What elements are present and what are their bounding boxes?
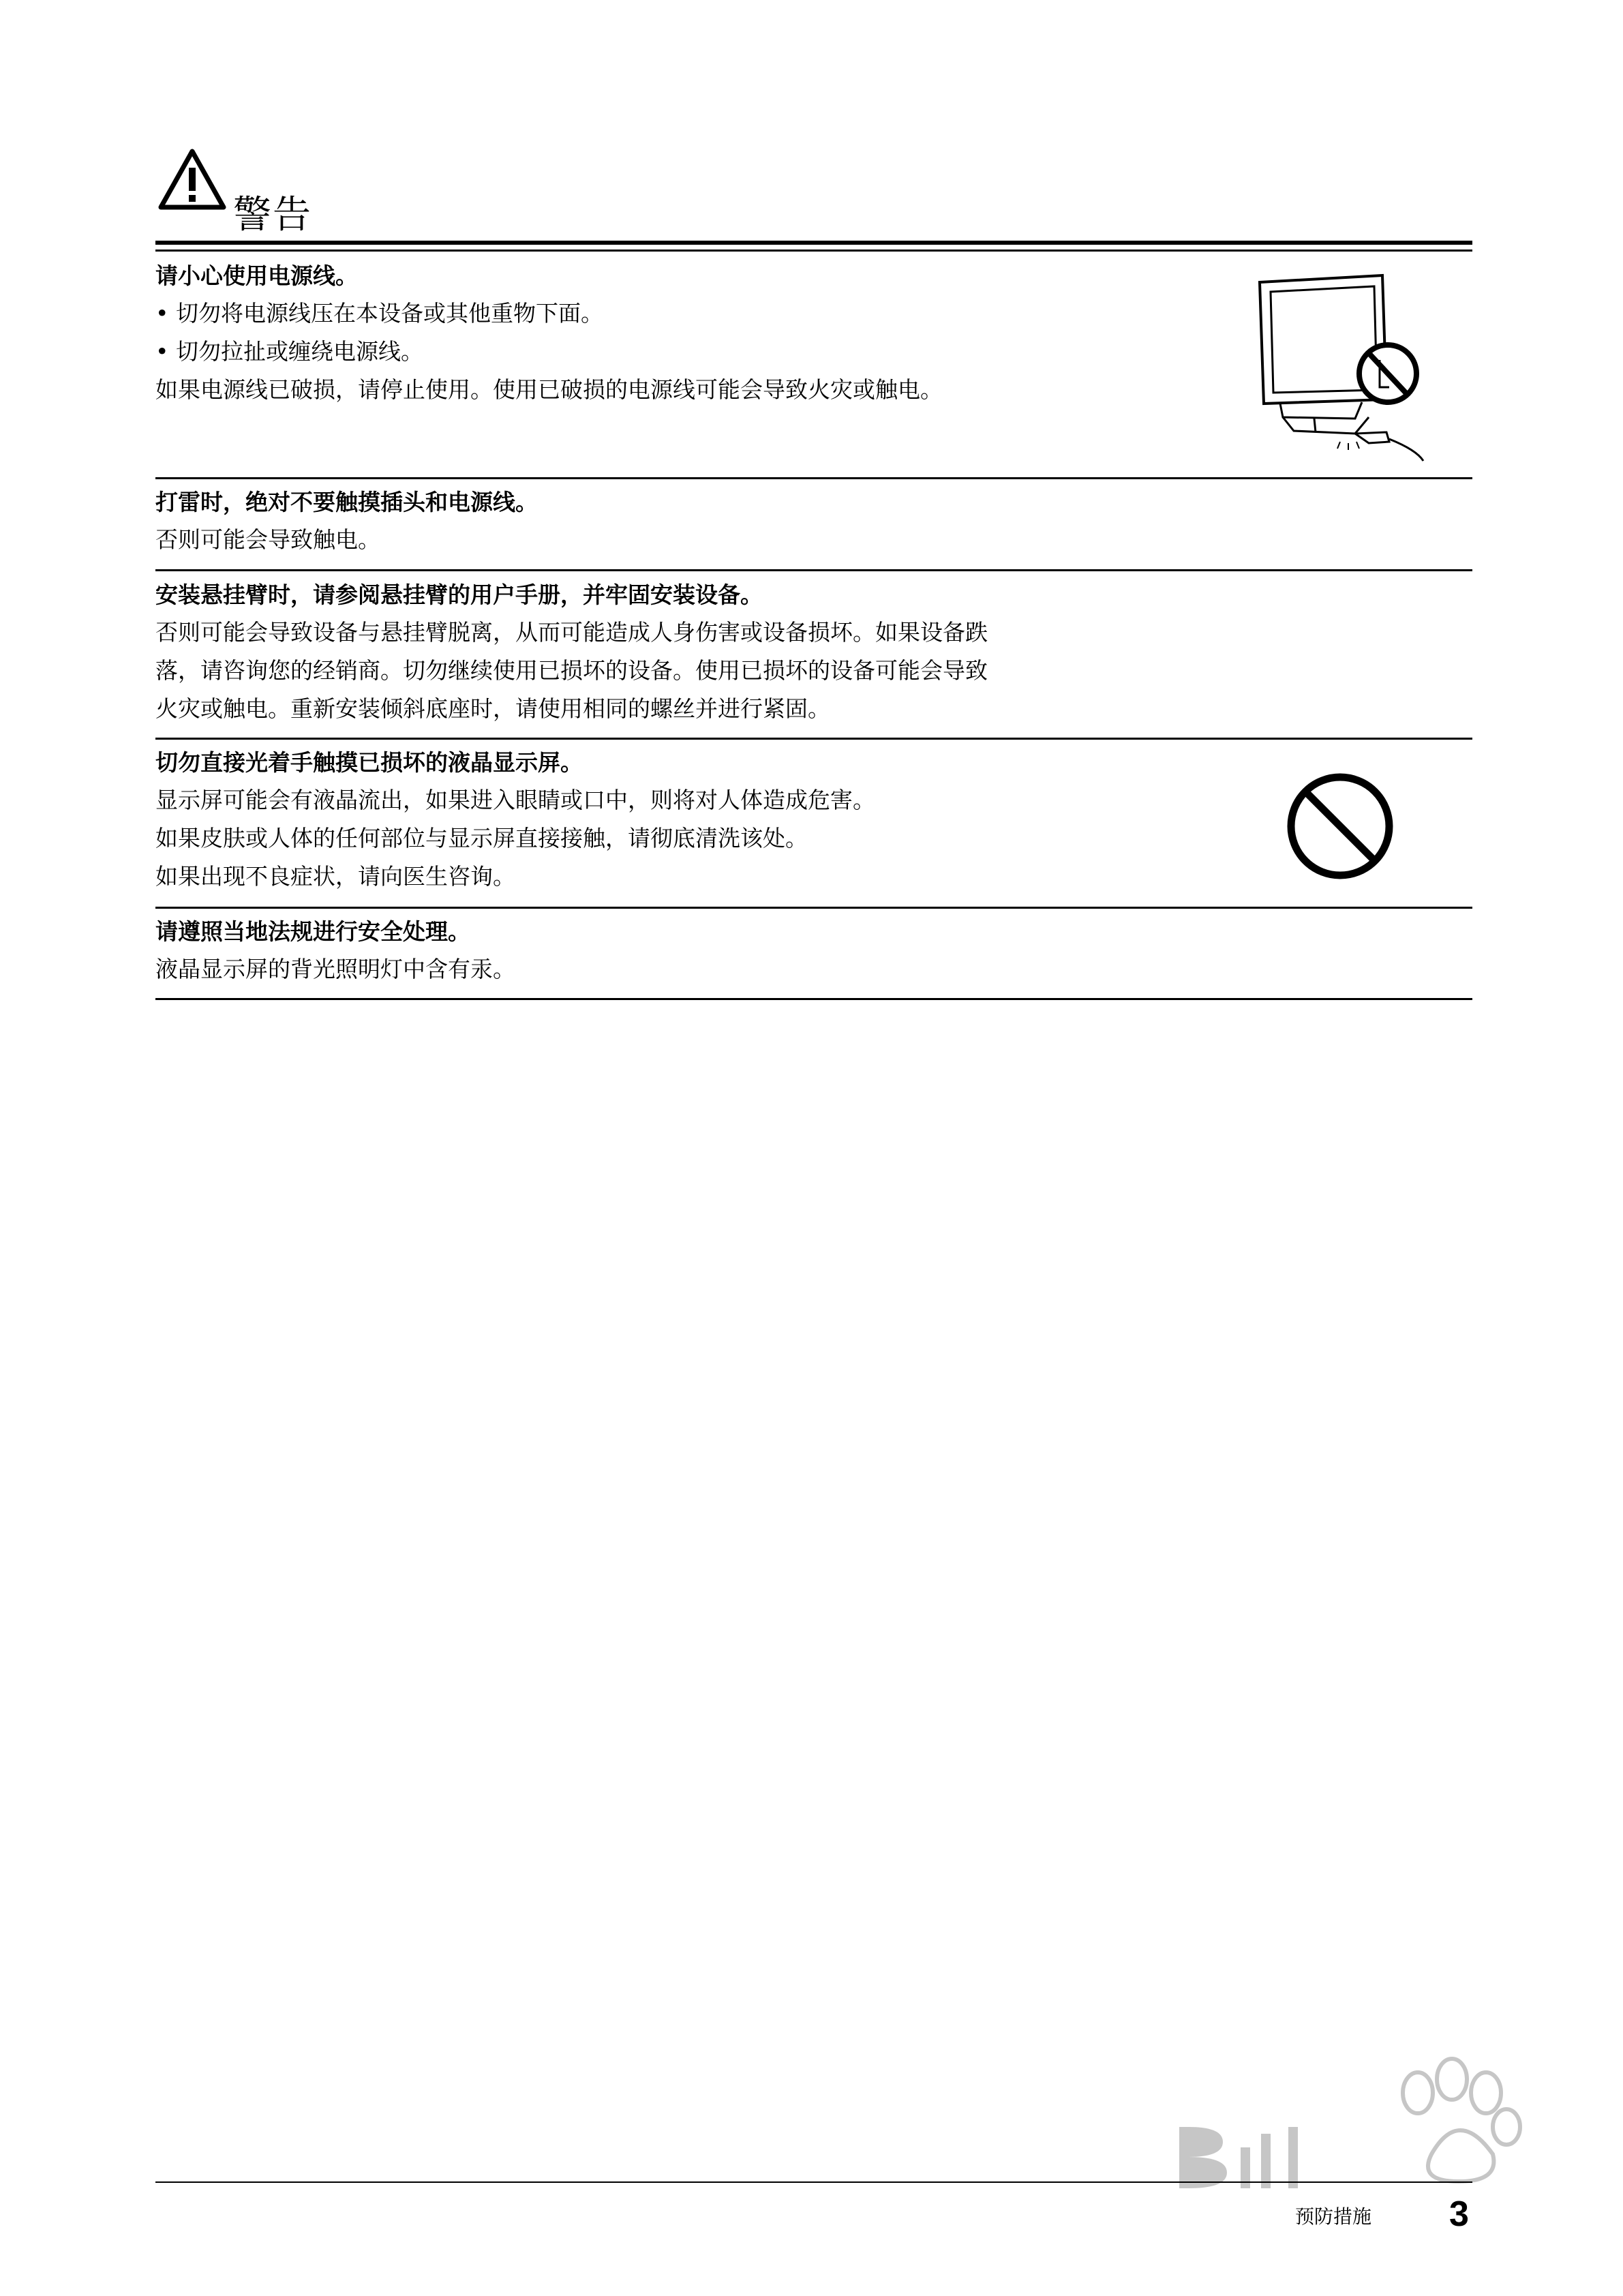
- section-divider: [155, 998, 1472, 1000]
- section-title: 请小心使用电源线。: [155, 262, 358, 289]
- section-title: 切勿直接光着手触摸已损坏的液晶显示屏。: [155, 749, 583, 776]
- section-line: 否则可能会导致触电。: [155, 526, 380, 553]
- section-divider: [155, 569, 1472, 571]
- section-divider: [155, 907, 1472, 909]
- section-line: • 切勿拉扯或缠绕电源线。: [155, 338, 423, 365]
- footer-chapter-label: 预防措施: [1295, 2205, 1372, 2228]
- header-rule-thick: [155, 241, 1472, 245]
- section-line: 液晶显示屏的背光照明灯中含有汞。: [155, 956, 515, 982]
- warning-triangle-icon: [158, 147, 226, 211]
- section-line: 如果出现不良症状，请向医生咨询。: [155, 863, 515, 890]
- section-divider: [155, 738, 1472, 740]
- section-line: 否则可能会导致设备与悬挂臂脱离，从而可能造成人身伤害或设备损坏。如果设备跌: [155, 619, 988, 646]
- warning-section-damaged-lcd: [155, 744, 1472, 896]
- section-line: 落，请咨询您的经销商。切勿继续使用已损坏的设备。使用已损坏的设备可能会导致: [155, 657, 988, 684]
- section-line: 如果电源线已破损，请停止使用。使用已破损的电源线可能会导致火灾或触电。: [155, 376, 943, 403]
- warning-section-arm-install: [155, 577, 1472, 728]
- section-title: 请遵照当地法规进行安全处理。: [155, 918, 470, 945]
- section-header: [155, 147, 1472, 250]
- section-line: 火灾或触电。重新安装倾斜底座时，请使用相同的螺丝并进行紧固。: [155, 695, 830, 722]
- section-line: • 切勿将电源线压在本设备或其他重物下面。: [155, 300, 603, 327]
- warning-section-disposal: [155, 913, 1472, 988]
- monitor-cable-prohibited-icon: [1253, 273, 1430, 464]
- prohibition-icon: [1284, 770, 1396, 882]
- section-title: 安装悬挂臂时，请参阅悬挂臂的用户手册，并牢固安装设备。: [155, 581, 763, 608]
- header-rule-thin: [155, 250, 1472, 252]
- page-number: 3: [1449, 2194, 1469, 2234]
- section-divider: [155, 477, 1472, 479]
- page-title: 警告: [233, 193, 312, 237]
- warning-section-thunder: [155, 484, 1472, 559]
- section-title: 打雷时，绝对不要触摸插头和电源线。: [155, 489, 538, 515]
- section-line: 如果皮肤或人体的任何部位与显示屏直接接触，请彻底清洗该处。: [155, 825, 808, 851]
- watermark-logo: [1159, 2045, 1541, 2216]
- footer-rule: [155, 2181, 1472, 2183]
- section-line: 显示屏可能会有液晶流出，如果进入眼睛或口中，则将对人体造成危害。: [155, 787, 875, 813]
